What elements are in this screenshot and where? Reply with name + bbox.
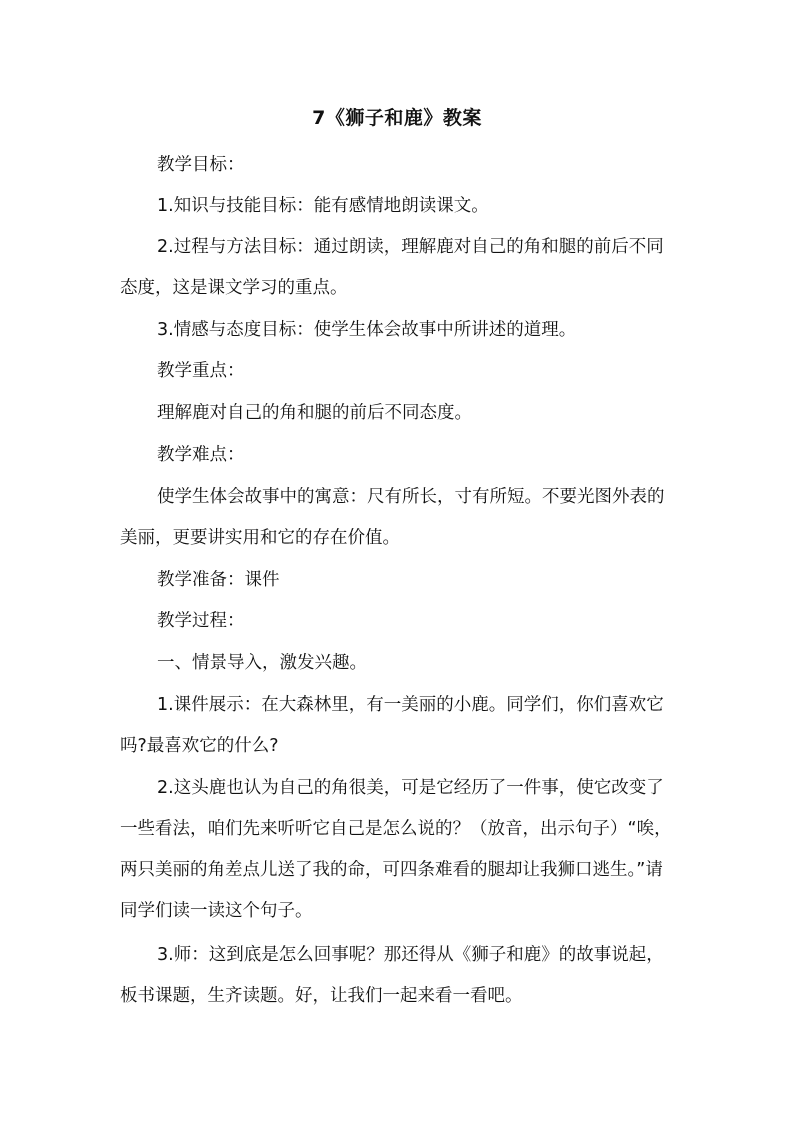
paragraph-step-three: 3.师：这到底是怎么回事呢？那还得从《狮子和鹿》的故事说起，板书课题，生齐读题。好，让我们一起来看一看吧。 bbox=[120, 945, 664, 1006]
paragraph-step-two: 2.这头鹿也认为自己的角很美，可是它经历了一件事，使它改变了一些看法，咱们先来听听它自己是怎么说的？（放音，出示句子）“唉，两只美丽的角差点儿送了我的命，可四条难看的腿却让我狮口逃生。”请同学们读一读这个句子。 bbox=[120, 778, 672, 921]
paragraph-section-one: 一、情景导入，激发兴趣。 bbox=[157, 653, 367, 673]
paragraph-preparation: 教学准备：课件 bbox=[157, 570, 280, 590]
paragraph-difficulty-heading: 教学难点： bbox=[157, 445, 245, 465]
document-title: 7《狮子和鹿》教案 bbox=[312, 107, 482, 129]
paragraph-goal-emotion: 3.情感与态度目标：使学生体会故事中所讲述的道理。 bbox=[157, 320, 577, 340]
paragraph-goal-process: 2.过程与方法目标：通过朗读，理解鹿对自己的角和腿的前后不同态度，这是课文学习的重点。 bbox=[120, 237, 664, 298]
paragraph-key-points: 理解鹿对自己的角和腿的前后不同态度。 bbox=[157, 403, 472, 423]
paragraph-teaching-goals-heading: 教学目标： bbox=[157, 155, 245, 175]
paragraph-goal-knowledge: 1.知识与技能目标：能有感情地朗读课文。 bbox=[157, 196, 489, 216]
paragraph-difficulty: 使学生体会故事中的寓意：尺有所长，寸有所短。不要光图外表的美丽，更要讲实用和它的存在价值。 bbox=[120, 487, 665, 548]
paragraph-process-heading: 教学过程： bbox=[157, 611, 245, 631]
paragraph-key-points-heading: 教学重点： bbox=[157, 361, 245, 381]
paragraph-step-one: 1.课件展示：在大森林里，有一美丽的小鹿。同学们，你们喜欢它吗?最喜欢它的什么? bbox=[120, 695, 664, 756]
